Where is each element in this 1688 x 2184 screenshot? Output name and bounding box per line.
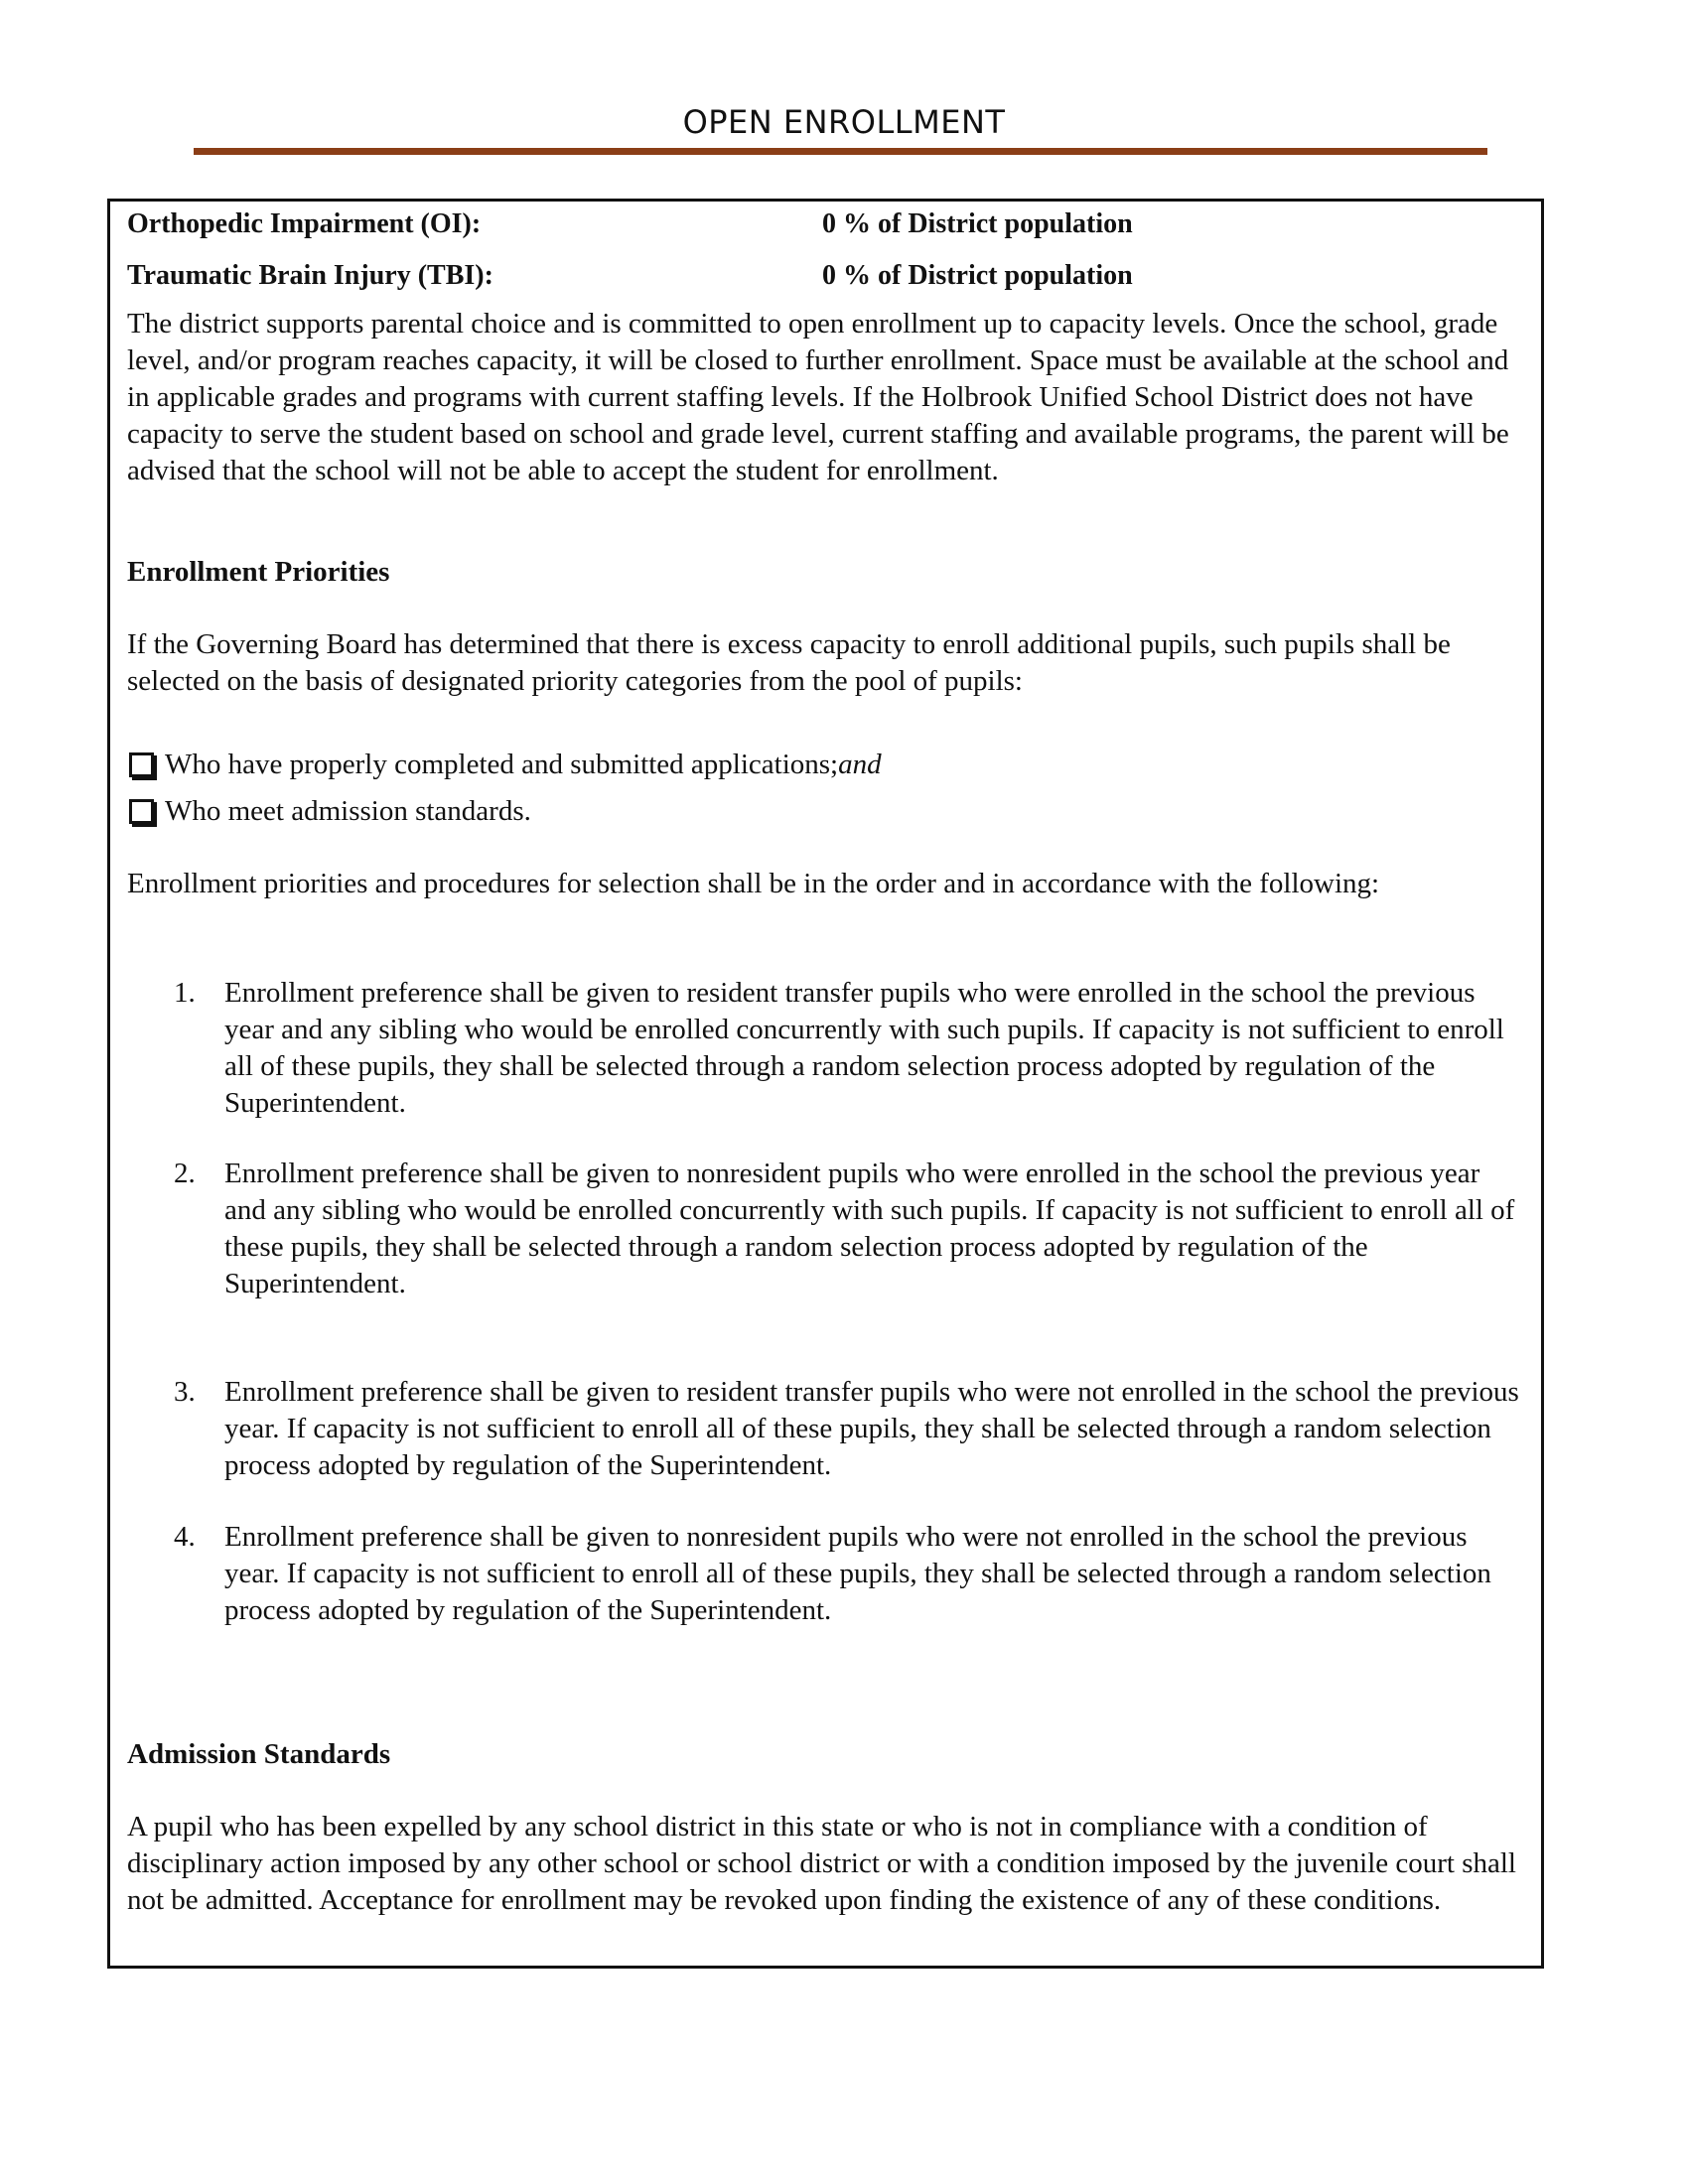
checklist-item bbox=[127, 793, 1519, 830]
list-item-number: 2. bbox=[174, 1158, 196, 1189]
intro-paragraph: The district supports parental choice and is committed to open enrollment up to capacity levels. Once the school, grade level, and/or program reaches capacity, it will be closed to further enrollment. Space must be available at the school and in applicable grades and programs with current staffing levels. If the Holbrook Unified School District does not have capacity to serve the student based on school and grade level, current staffing and available programs, the parent will be advised that the school will not be able to accept the student for enrollment. bbox=[127, 308, 1509, 486]
title-divider bbox=[194, 148, 1487, 155]
admission-standards-paragraph: A pupil who has been expelled by any school district in this state or who is not in compliance with a condition of disciplinary action imposed by any other school or school district or with a condition imposed by the juvenile court shall not be admitted. Acceptance for enrollment may be revoked upon finding the existence of any of these conditions. bbox=[127, 1811, 1516, 1916]
checklist-item-text: Who have properly completed and submitted applications; bbox=[165, 749, 839, 780]
priorities-paragraph: If the Governing Board has determined that there is excess capacity to enroll additional pupils, such pupils shall be selected on the basis of designated priority categories from the pool of pupils: bbox=[127, 628, 1451, 697]
page-title: OPEN ENROLLMENT bbox=[682, 103, 1006, 141]
checkbox-icon bbox=[129, 799, 154, 824]
list-item-text: Enrollment preference shall be given to nonresident pupils who were enrolled in the school the previous year and any sibling who would be enrolled concurrently with such pupils. If capacity is not sufficient to enroll all of these pupils, they shall be selected through a random selection process adopted by regulation of the Superintendent. bbox=[224, 1158, 1515, 1299]
checklist-item bbox=[127, 747, 1519, 783]
content-box bbox=[107, 199, 1544, 1969]
stat-value: 0 % of District population bbox=[822, 260, 1133, 291]
stat-label: Orthopedic Impairment (OI): bbox=[127, 208, 482, 239]
stat-label: Traumatic Brain Injury (TBI): bbox=[127, 260, 493, 291]
list-item-number: 1. bbox=[174, 977, 196, 1009]
stat-value: 0 % of District population bbox=[822, 208, 1133, 239]
list-item-text: Enrollment preference shall be given to resident transfer pupils who were not enrolled in the school the previous year. If capacity is not sufficient to enroll all of these pupils, they shall be selected through a random selection process adopted by regulation of the Superintendent. bbox=[224, 1376, 1519, 1481]
checklist-item-emphasis: and bbox=[838, 749, 882, 780]
enrollment-priorities-heading: Enrollment Priorities bbox=[127, 556, 390, 588]
checklist-item-text: Who meet admission standards. bbox=[165, 795, 531, 827]
list-item-number: 3. bbox=[174, 1376, 196, 1408]
checkbox-icon bbox=[129, 752, 154, 777]
procedures-intro: Enrollment priorities and procedures for selection shall be in the order and in accordance with the following: bbox=[127, 868, 1380, 899]
list-item-text: Enrollment preference shall be given to resident transfer pupils who were enrolled in the school the previous year and any sibling who would be enrolled concurrently with such pupils. If capacity is not sufficient to enroll all of these pupils, they shall be selected through a random selection process adopted by regulation of the Superintendent. bbox=[224, 977, 1504, 1119]
list-item-text: Enrollment preference shall be given to nonresident pupils who were not enrolled in the school the previous year. If capacity is not sufficient to enroll all of these pupils, they shall be selected through a random selection process adopted by regulation of the Superintendent. bbox=[224, 1521, 1491, 1626]
admission-standards-heading: Admission Standards bbox=[127, 1738, 391, 1770]
list-item-number: 4. bbox=[174, 1521, 196, 1553]
